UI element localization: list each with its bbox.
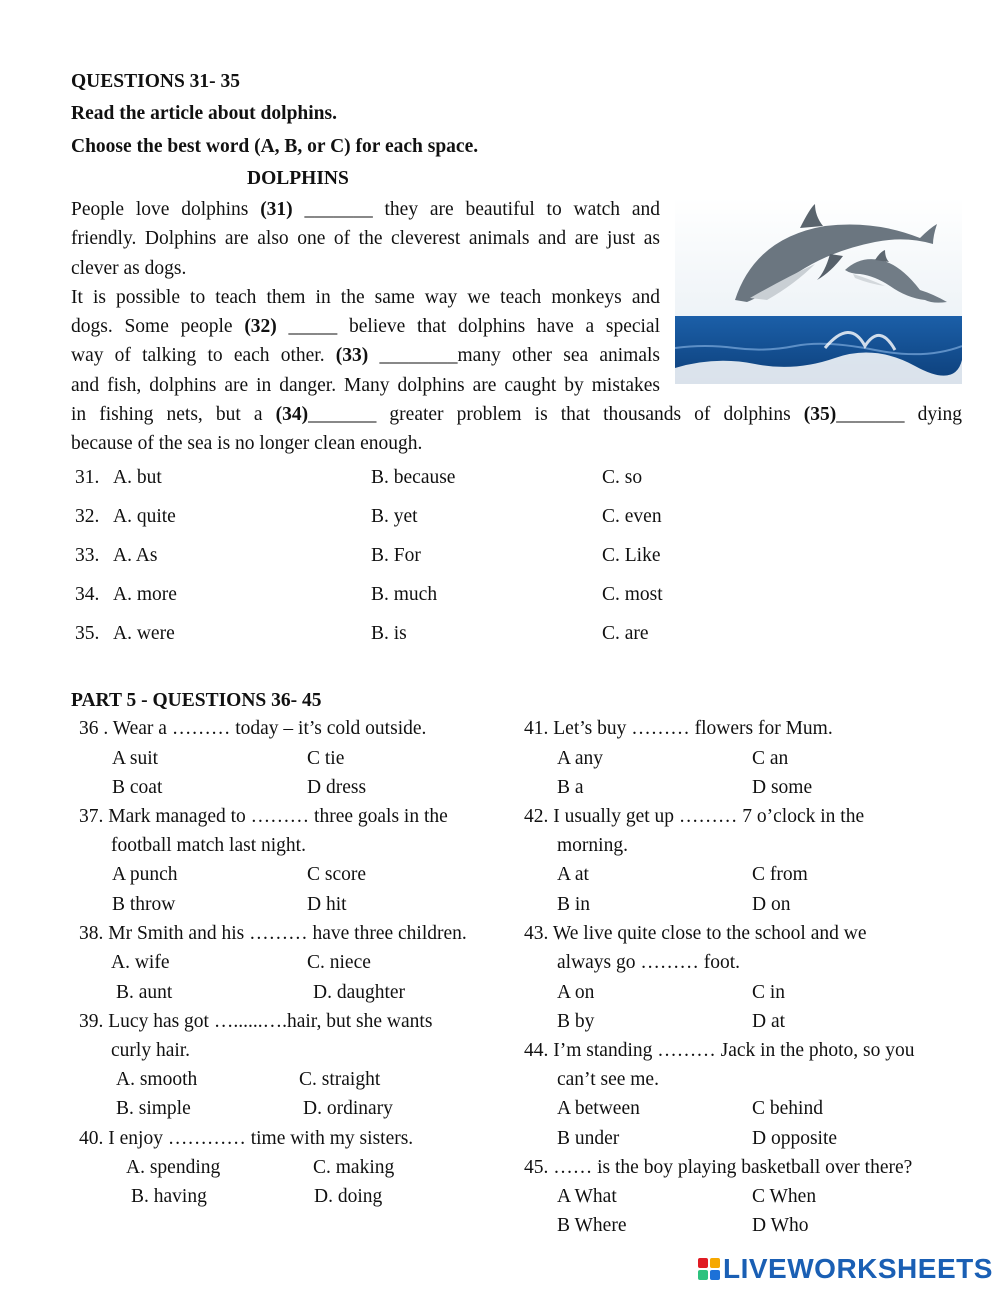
option-c[interactable]: C. so: [602, 467, 643, 488]
option[interactable]: C behind: [752, 1098, 823, 1119]
question-42-stem-cont: morning.: [557, 835, 628, 856]
question-number: 32.: [75, 506, 100, 527]
question-41-stem: 41. Let’s buy ……… flowers for Mum.: [524, 718, 833, 739]
option[interactable]: B under: [557, 1128, 620, 1149]
option-c[interactable]: C. even: [602, 506, 662, 527]
option[interactable]: C in: [752, 982, 786, 1003]
option[interactable]: A punch: [112, 864, 178, 885]
option[interactable]: C score: [307, 864, 367, 885]
option-b[interactable]: B. yet: [371, 506, 418, 527]
question-39-stem-cont: curly hair.: [111, 1040, 191, 1061]
article-line-6: way of talking to each other. (33) ________many other sea animals: [71, 345, 660, 366]
option-c[interactable]: C. Like: [602, 545, 661, 566]
question-43-stem: 43. We live quite close to the school and we: [524, 923, 867, 944]
option-a[interactable]: A. As: [113, 545, 158, 566]
option-a[interactable]: A. but: [113, 467, 162, 488]
option[interactable]: D some: [752, 777, 813, 798]
article-line-7: and fish, dolphins are in danger. Many dolphins are caught by mistakes: [71, 375, 660, 396]
option-b[interactable]: B. For: [371, 545, 421, 566]
option[interactable]: D Who: [752, 1215, 809, 1236]
question-42-stem: 42. I usually get up ……… 7 o’clock in the: [524, 806, 865, 827]
article-line-8: in fishing nets, but a (34)_______ greater problem is that thousands of dolphins (35)_______ dying: [71, 404, 962, 425]
option[interactable]: D at: [752, 1011, 786, 1032]
option[interactable]: D. ordinary: [303, 1098, 393, 1119]
option[interactable]: B by: [557, 1011, 595, 1032]
option-b[interactable]: B. is: [371, 623, 407, 644]
option[interactable]: C tie: [307, 748, 345, 769]
question-43-stem-cont: always go ……… foot.: [557, 952, 741, 973]
dolphin-photo: [675, 198, 962, 384]
option-a[interactable]: A. more: [113, 584, 177, 605]
question-45-stem: 45. …… is the boy playing basketball over there?: [524, 1157, 913, 1178]
option[interactable]: B coat: [112, 777, 163, 798]
option-a[interactable]: A. were: [113, 623, 175, 644]
logo-grid-icon: [697, 1257, 721, 1281]
section-heading: QUESTIONS 31- 35: [71, 71, 241, 92]
option[interactable]: C When: [752, 1186, 817, 1207]
option[interactable]: B. having: [131, 1186, 207, 1207]
question-38-stem: 38. Mr Smith and his ……… have three children.: [79, 923, 467, 944]
option[interactable]: C from: [752, 864, 808, 885]
article-title: DOLPHINS: [247, 168, 349, 189]
option[interactable]: A any: [557, 748, 604, 769]
question-40-stem: 40. I enjoy ………… time with my sisters.: [79, 1128, 414, 1149]
option-b[interactable]: B. much: [371, 584, 438, 605]
option[interactable]: C. niece: [307, 952, 371, 973]
option[interactable]: C. straight: [299, 1069, 381, 1090]
option-b[interactable]: B. because: [371, 467, 456, 488]
option[interactable]: A suit: [112, 748, 159, 769]
option[interactable]: A. spending: [126, 1157, 221, 1178]
question-44-stem: 44. I’m standing ……… Jack in the photo, so you: [524, 1040, 915, 1061]
article-line-5: dogs. Some people (32) _____ believe that dolphins have a special: [71, 316, 661, 337]
article-line-2: friendly. Dolphins are also one of the cleverest animals and are just as: [71, 228, 660, 249]
option[interactable]: B. aunt: [116, 982, 173, 1003]
question-37-stem-cont: football match last night.: [111, 835, 306, 856]
option[interactable]: A between: [557, 1098, 640, 1119]
question-39-stem: 39. Lucy has got …......….hair, but she wants: [79, 1011, 433, 1032]
question-44-stem-cont: can’t see me.: [557, 1069, 659, 1090]
option-a[interactable]: A. quite: [113, 506, 176, 527]
question-number: 35.: [75, 623, 100, 644]
liveworksheets-logo[interactable]: [697, 1254, 993, 1284]
option[interactable]: D hit: [307, 894, 347, 915]
article-line-1: People love dolphins (31) _______ they are beautiful to watch and: [71, 199, 660, 220]
option[interactable]: D on: [752, 894, 791, 915]
option-c[interactable]: C. most: [602, 584, 663, 605]
option[interactable]: A. smooth: [116, 1069, 198, 1090]
instruction-line-1: Read the article about dolphins.: [71, 103, 337, 124]
option[interactable]: B Where: [557, 1215, 627, 1236]
instruction-line-2: Choose the best word (A, B, or C) for each space.: [71, 136, 479, 157]
option[interactable]: B throw: [112, 894, 176, 915]
option-c[interactable]: C. are: [602, 623, 649, 644]
question-36-stem: 36 . Wear a ……… today – it’s cold outside.: [79, 718, 427, 739]
option[interactable]: D. doing: [314, 1186, 383, 1207]
question-number: 31.: [75, 467, 100, 488]
option[interactable]: C an: [752, 748, 789, 769]
part5-heading: PART 5 - QUESTIONS 36- 45: [71, 690, 322, 711]
option[interactable]: A What: [557, 1186, 617, 1207]
option[interactable]: D dress: [307, 777, 367, 798]
option[interactable]: B. simple: [116, 1098, 191, 1119]
article-line-3: clever as dogs.: [71, 258, 187, 279]
option[interactable]: D. daughter: [313, 982, 406, 1003]
option[interactable]: B a: [557, 777, 584, 798]
question-37-stem: 37. Mark managed to ……… three goals in the: [79, 806, 448, 827]
option[interactable]: C. making: [313, 1157, 395, 1178]
article-line-4: It is possible to teach them in the same way we teach monkeys and: [71, 287, 660, 308]
option[interactable]: D opposite: [752, 1128, 838, 1149]
logo-text: LIVEWORKSHEETS: [723, 1253, 993, 1284]
article-line-9: because of the sea is no longer clean enough.: [71, 433, 423, 454]
question-number: 33.: [75, 545, 100, 566]
option[interactable]: B in: [557, 894, 591, 915]
option[interactable]: A on: [557, 982, 595, 1003]
option[interactable]: A. wife: [111, 952, 170, 973]
question-number: 34.: [75, 584, 100, 605]
option[interactable]: A at: [557, 864, 589, 885]
